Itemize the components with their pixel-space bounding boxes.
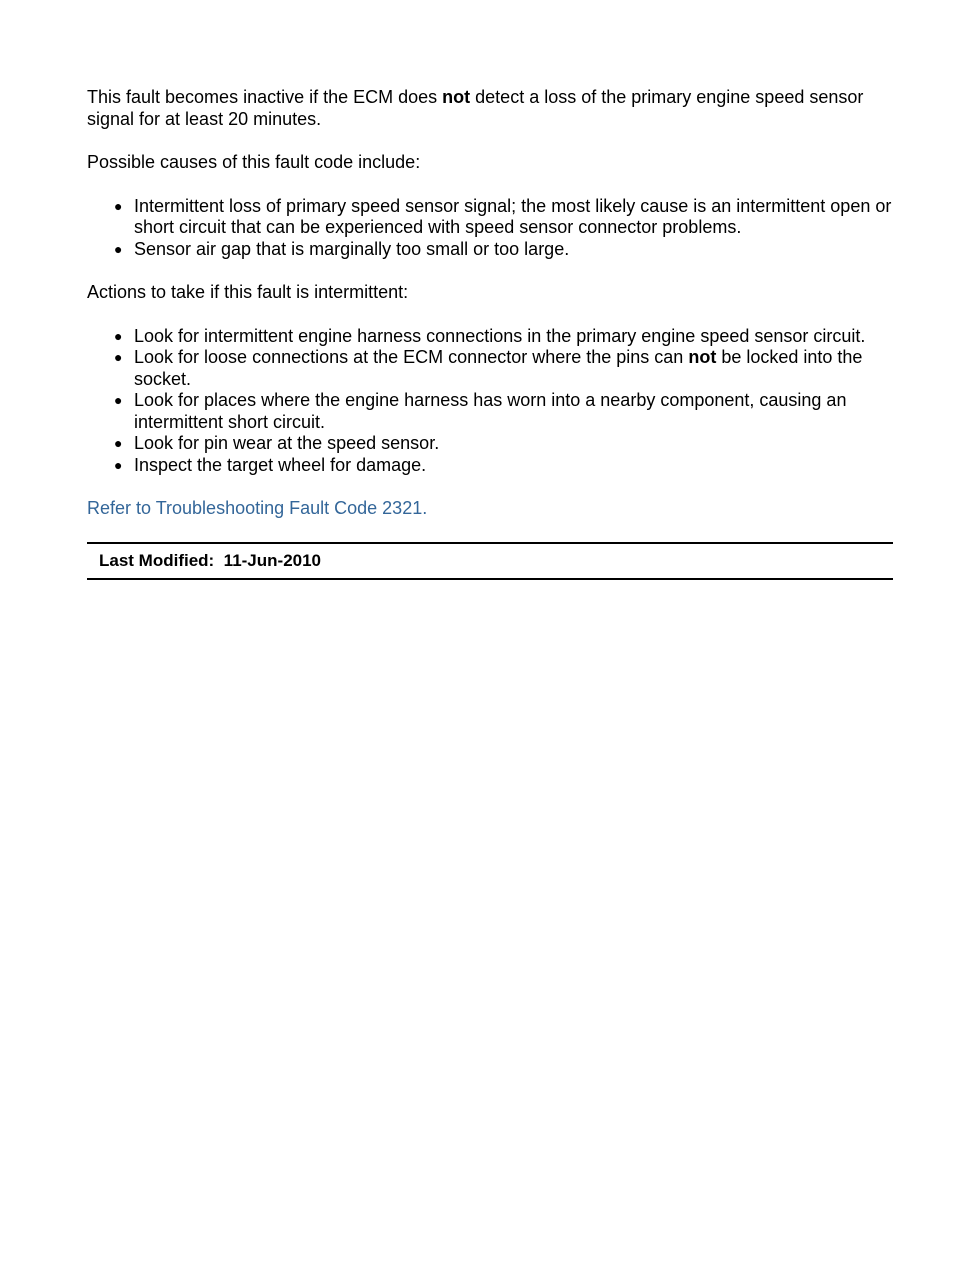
actions-list bbox=[87, 326, 893, 477]
bullet-icon: ● bbox=[114, 327, 123, 344]
list-item bbox=[87, 196, 893, 239]
intro-bold: not bbox=[442, 87, 471, 107]
list-item-bold: not bbox=[688, 347, 717, 367]
list-item-text: Look for pin wear at the speed sensor. bbox=[134, 433, 440, 453]
troubleshooting-link[interactable]: Refer to Troubleshooting Fault Code 2321. bbox=[87, 498, 428, 518]
list-item bbox=[87, 239, 893, 261]
last-modified-bar bbox=[87, 542, 893, 580]
intro-text: This fault becomes inactive if the ECM does bbox=[87, 87, 443, 107]
last-modified-label: Last Modified: bbox=[99, 550, 215, 570]
bullet-icon: ● bbox=[114, 435, 123, 451]
bullet-icon: ● bbox=[114, 349, 123, 365]
bullet-icon: ● bbox=[114, 197, 123, 214]
list-item-text-end: be locked into the socket. bbox=[134, 347, 863, 389]
causes-list bbox=[87, 196, 893, 261]
document-body bbox=[87, 87, 893, 580]
causes-heading: Possible causes of this fault code include: bbox=[87, 152, 421, 172]
last-modified-date: 11-Jun-2010 bbox=[223, 550, 322, 570]
list-item bbox=[87, 326, 893, 348]
list-item-text: Look for intermittent engine harness connections in the primary engine speed sensor circuit. bbox=[134, 325, 866, 346]
intro-text-end: detect a loss of the primary engine speed sensor signal for at least 20 minutes. bbox=[87, 87, 864, 129]
list-item-text: Inspect the target wheel for damage. bbox=[134, 454, 427, 475]
list-item bbox=[87, 455, 893, 477]
bullet-icon: ● bbox=[114, 456, 123, 473]
list-item bbox=[87, 433, 893, 455]
list-item-text: Intermittent loss of primary speed sensor signal; the most likely cause is an intermittent open or short circuit that can be experienced with speed sensor connector problems. bbox=[134, 195, 892, 237]
list-item-text: Sensor air gap that is marginally too small or too large. bbox=[134, 238, 570, 259]
bullet-icon: ● bbox=[114, 392, 123, 408]
bullet-icon: ● bbox=[114, 240, 123, 257]
intro-paragraph bbox=[87, 87, 893, 130]
list-item bbox=[87, 390, 893, 433]
list-item-text: Look for places where the engine harness has worn into a nearby component, causing an intermittent short circuit. bbox=[134, 390, 847, 432]
actions-heading: Actions to take if this fault is intermittent: bbox=[87, 282, 409, 302]
list-item bbox=[87, 347, 893, 390]
reference-paragraph bbox=[87, 498, 893, 520]
list-item-text: Look for loose connections at the ECM connector where the pins can bbox=[134, 347, 689, 367]
